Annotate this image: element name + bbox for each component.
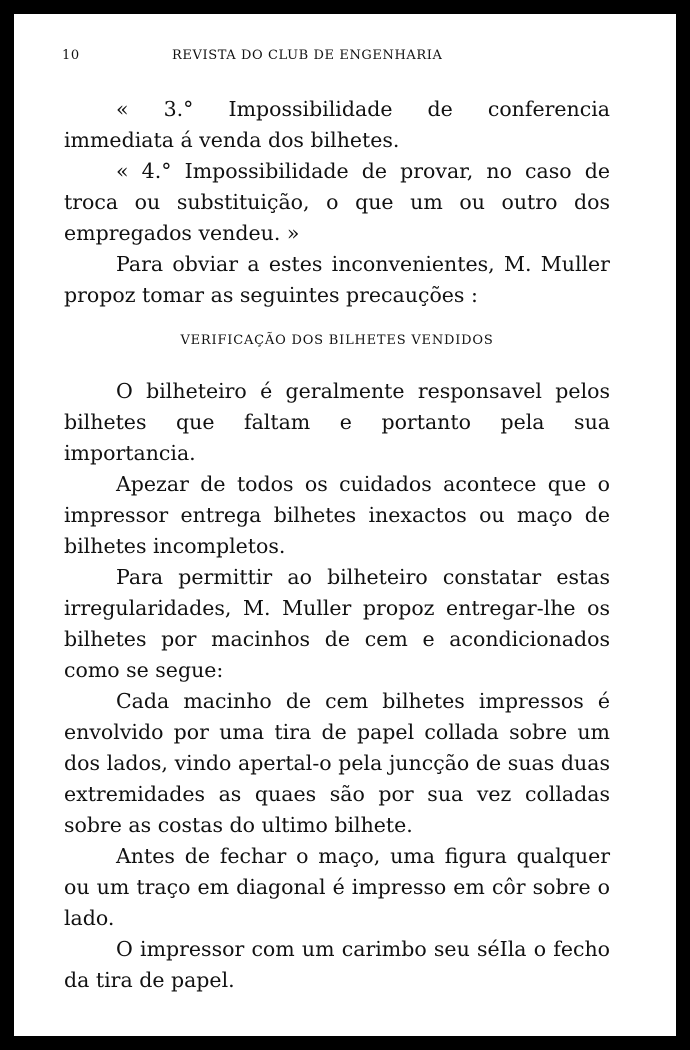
section-title: VERIFICAÇÃO DOS BILHETES VENDIDOS xyxy=(180,333,494,348)
paragraph-macinho: Cada macinho de cem bilhetes impressos é envolvido por uma tira de papel collada sobre um dos lados, vindo apertal-o pela juncção de suas duas extremidades as quaes são por sua vez colladas sobre as costas do ultimo bilhete. xyxy=(64,689,610,837)
page-number: 10 xyxy=(62,48,80,63)
paragraph-apezar: Apezar de todos os cuidados acontece que o impressor entrega bilhetes inexactos ou maço de bilhetes incompletos. xyxy=(64,472,610,558)
page-body xyxy=(64,94,610,996)
running-title: REVISTA DO CLUB DE ENGENHARIA xyxy=(172,48,443,63)
paragraph-item-3: « 3.° Impossibilidade de conferencia immediata á venda dos bilhetes. xyxy=(64,97,610,152)
paragraph-bilheteiro: O bilheteiro é geralmente responsavel pelos bilhetes que faltam e portanto pela sua importancia. xyxy=(64,379,610,465)
paragraph-permittir: Para permittir ao bilheteiro constatar estas irregularidades, M. Muller propoz entregar-lhe os bilhetes por macinhos de cem e acondicionados como se segue: xyxy=(64,565,610,682)
paragraph-item-4: « 4.° Impossibilidade de provar, no caso de troca ou substituição, o que um ou outro dos empregados vendeu. » xyxy=(64,159,610,245)
paragraph-impressor: O impressor com um carimbo seu séIla o fecho da tira de papel. xyxy=(64,937,610,992)
paragraph-precautions-intro: Para obviar a estes inconvenientes, M. Muller propoz tomar as seguintes precauções : xyxy=(64,252,610,307)
paragraph-antes: Antes de fechar o maço, uma figura qualquer ou um traço em diagonal é impresso em côr sobre o lado. xyxy=(64,844,610,930)
book-page xyxy=(14,14,676,1036)
